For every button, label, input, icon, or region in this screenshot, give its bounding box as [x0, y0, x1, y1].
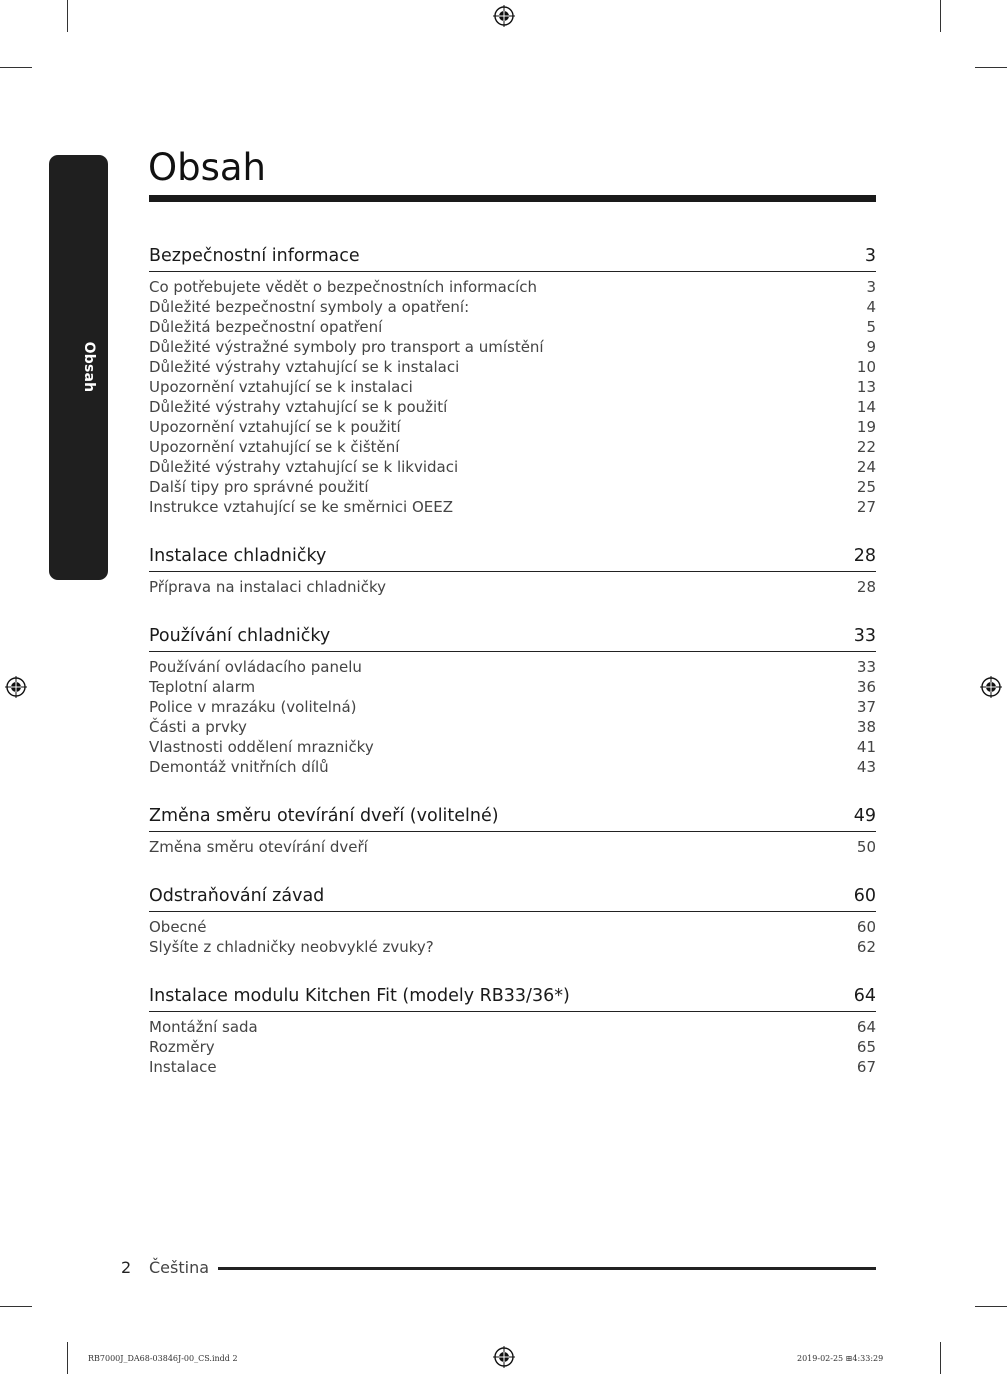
toc-entry-page: 28 [856, 578, 876, 596]
toc-section-title: Instalace modulu Kitchen Fit (modely RB33/36*) [149, 986, 570, 1006]
registration-mark-icon [493, 5, 515, 27]
toc-entry[interactable] [149, 737, 876, 757]
crop-mark [0, 1306, 32, 1307]
toc-entry-page: 24 [856, 458, 876, 476]
crop-mark [975, 1306, 1007, 1307]
toc-entry-page: 36 [856, 678, 876, 696]
toc-section-page: 49 [853, 806, 876, 826]
toc-entry-label: Rozměry [149, 1038, 215, 1056]
toc-section-title: Odstraňování závad [149, 886, 325, 906]
toc-entry-label: Důležité výstražné symboly pro transport a umístění [149, 338, 544, 356]
toc-entry-page: 22 [856, 438, 876, 456]
toc-section-heading[interactable] [149, 984, 876, 1012]
toc-entry[interactable] [149, 1017, 876, 1037]
toc-section [149, 624, 876, 777]
toc-entry-label: Části a prvky [149, 718, 247, 736]
toc-section-heading[interactable] [149, 804, 876, 832]
toc-entry[interactable] [149, 757, 876, 777]
toc-entry-label: Demontáž vnitřních dílů [149, 758, 329, 776]
toc-section-heading[interactable] [149, 544, 876, 572]
toc-entry-page: 62 [856, 938, 876, 956]
toc-entry[interactable] [149, 917, 876, 937]
toc-entry[interactable] [149, 697, 876, 717]
toc-entry-label: Důležité bezpečnostní symboly a opatření: [149, 298, 470, 316]
toc-entry-label: Co potřebujete vědět o bezpečnostních informacích [149, 278, 538, 296]
toc-section [149, 544, 876, 597]
toc-entry-label: Upozornění vztahující se k čištění [149, 438, 400, 456]
toc-entry[interactable] [149, 357, 876, 377]
crop-mark [975, 67, 1007, 68]
toc-entry-label: Upozornění vztahující se k použití [149, 418, 401, 436]
toc-entry[interactable] [149, 677, 876, 697]
toc-entry-label: Police v mrazáku (volitelná) [149, 698, 357, 716]
toc-entry[interactable] [149, 437, 876, 457]
toc-section-title: Bezpečnostní informace [149, 246, 360, 266]
toc-section-heading[interactable] [149, 884, 876, 912]
toc-entry-page: 65 [856, 1038, 876, 1056]
toc-entry[interactable] [149, 377, 876, 397]
toc-section-page: 33 [853, 626, 876, 646]
toc-entry[interactable] [149, 1057, 876, 1077]
toc-entry-label: Teplotní alarm [149, 678, 256, 696]
crop-mark [940, 1342, 941, 1374]
toc-section-page: 3 [864, 246, 876, 266]
toc-section-heading[interactable] [149, 624, 876, 652]
crop-mark [0, 67, 32, 68]
toc-entry-label: Upozornění vztahující se k instalaci [149, 378, 413, 396]
title-rule [149, 195, 876, 202]
registration-mark-icon [5, 676, 27, 698]
toc-entry-label: Důležité výstrahy vztahující se k likvidaci [149, 458, 459, 476]
toc-section-title: Instalace chladničky [149, 546, 327, 566]
toc-entry-label: Další tipy pro správné použití [149, 478, 369, 496]
toc-entry[interactable] [149, 477, 876, 497]
toc-section-page: 60 [853, 886, 876, 906]
toc-section-page: 28 [853, 546, 876, 566]
footer-language: Čeština [149, 1258, 210, 1277]
toc-entry-page: 14 [856, 398, 876, 416]
toc-entry[interactable] [149, 277, 876, 297]
toc-section [149, 804, 876, 857]
toc-section-page: 64 [853, 986, 876, 1006]
toc-entry[interactable] [149, 577, 876, 597]
crop-mark [67, 1342, 68, 1374]
toc-entry-page: 43 [856, 758, 876, 776]
toc-entry[interactable] [149, 937, 876, 957]
toc-entry-page: 3 [866, 278, 876, 296]
toc-entry[interactable] [149, 417, 876, 437]
toc-entry-label: Změna směru otevírání dveří [149, 838, 368, 856]
toc-entry-label: Důležité výstrahy vztahující se k instalaci [149, 358, 460, 376]
side-tab-label: Obsah [81, 341, 97, 393]
print-slug-timestamp: 2019-02-25 ⊞4:33:29 [797, 1354, 884, 1363]
toc-section-heading[interactable] [149, 244, 876, 272]
toc-entry-page: 67 [856, 1058, 876, 1076]
toc-entry[interactable] [149, 457, 876, 477]
toc-entry[interactable] [149, 337, 876, 357]
toc-section-title: Změna směru otevírání dveří (volitelné) [149, 806, 499, 826]
toc-entry-page: 10 [856, 358, 876, 376]
toc-entry-page: 37 [856, 698, 876, 716]
toc-entry-page: 25 [856, 478, 876, 496]
toc-entry-label: Montážní sada [149, 1018, 258, 1036]
toc-entry[interactable] [149, 317, 876, 337]
toc-entry-page: 13 [856, 378, 876, 396]
toc-section-title: Používání chladničky [149, 626, 331, 646]
toc-entry[interactable] [149, 717, 876, 737]
toc-entry-page: 27 [856, 498, 876, 516]
toc-section [149, 244, 876, 517]
toc-entry-label: Obecné [149, 918, 207, 936]
toc-entry-label: Vlastnosti oddělení mrazničky [149, 738, 374, 756]
toc-entry[interactable] [149, 837, 876, 857]
print-slug-file: RB7000J_DA68-03846J-00_CS.indd 2 [88, 1354, 238, 1363]
toc-entry-label: Instrukce vztahující se ke směrnici OEEZ [149, 498, 453, 516]
toc-entry-label: Důležitá bezpečnostní opatření [149, 318, 383, 336]
toc-entry-label: Důležité výstrahy vztahující se k použití [149, 398, 448, 416]
toc-entry-page: 9 [866, 338, 876, 356]
toc-entry-label: Příprava na instalaci chladničky [149, 578, 386, 596]
toc-section [149, 984, 876, 1077]
page-number: 2 [121, 1258, 132, 1277]
toc-entry-page: 19 [856, 418, 876, 436]
crop-mark [940, 0, 941, 32]
page-title: Obsah [148, 146, 267, 189]
toc-entry-page: 38 [856, 718, 876, 736]
registration-mark-icon [980, 676, 1002, 698]
toc-entry-label: Instalace [149, 1058, 217, 1076]
table-of-contents [149, 244, 876, 1104]
toc-entry-page: 50 [856, 838, 876, 856]
toc-entry-page: 5 [866, 318, 876, 336]
toc-entry-page: 33 [856, 658, 876, 676]
toc-entry-page: 4 [866, 298, 876, 316]
crop-mark [67, 0, 68, 32]
toc-entry-page: 41 [856, 738, 876, 756]
footer-rule [218, 1267, 876, 1270]
toc-entry-label: Slyšíte z chladničky neobvyklé zvuky? [149, 938, 434, 956]
registration-mark-icon [493, 1346, 515, 1368]
toc-entry[interactable] [149, 657, 876, 677]
toc-entry[interactable] [149, 397, 876, 417]
toc-entry-label: Používání ovládacího panelu [149, 658, 362, 676]
side-tab [49, 155, 108, 580]
toc-entry-page: 60 [856, 918, 876, 936]
toc-entry[interactable] [149, 297, 876, 317]
toc-entry-page: 64 [856, 1018, 876, 1036]
toc-section [149, 884, 876, 957]
toc-entry[interactable] [149, 1037, 876, 1057]
toc-entry[interactable] [149, 497, 876, 517]
